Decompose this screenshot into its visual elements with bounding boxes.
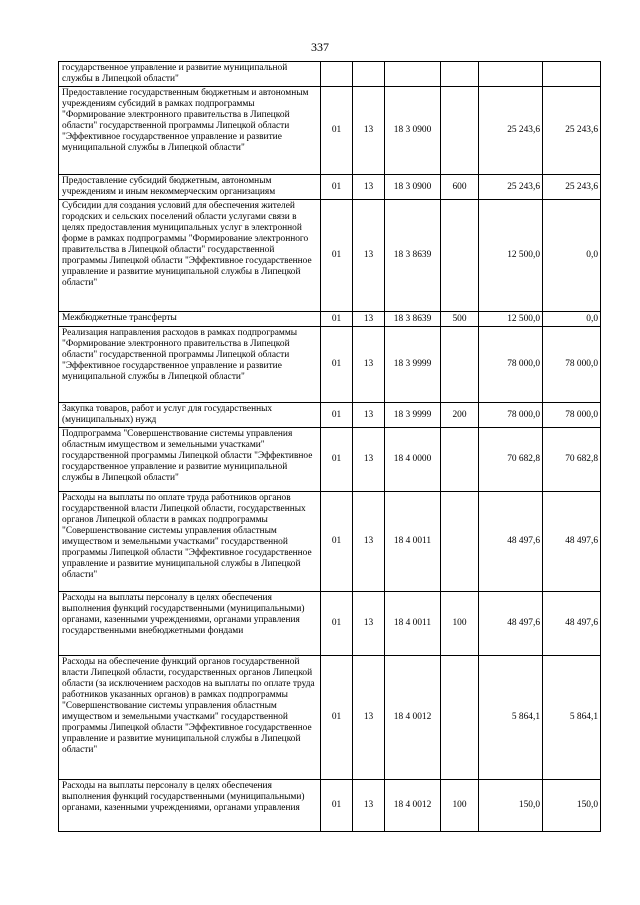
amount-year1-cell: 70 682,8: [479, 428, 543, 492]
expense-name-cell: государственное управление и развитие муниципальной службы в Липецкой области": [59, 62, 321, 87]
amount-year1-cell: 48 497,6: [479, 592, 543, 656]
subsection-code-cell: [353, 62, 385, 87]
amount-year1-cell: 150,0: [479, 780, 543, 832]
table-row: [59, 403, 601, 428]
subsection-code-cell: 13: [353, 200, 385, 312]
target-article-cell: 18 4 0011: [385, 592, 441, 656]
amount-year2-cell: 78 000,0: [543, 403, 601, 428]
expense-type-cell: 600: [441, 175, 479, 200]
target-article-cell: 18 4 0012: [385, 780, 441, 832]
table-row: [59, 175, 601, 200]
subsection-code-cell: 13: [353, 87, 385, 175]
budget-table: [58, 61, 601, 832]
target-article-cell: 18 3 9999: [385, 327, 441, 403]
target-article-cell: 18 3 0900: [385, 175, 441, 200]
expense-name-cell: Закупка товаров, работ и услуг для государственных (муниципальных) нужд: [59, 403, 321, 428]
target-article-cell: 18 3 8639: [385, 312, 441, 327]
amount-year2-cell: 5 864,1: [543, 656, 601, 780]
amount-year1-cell: 78 000,0: [479, 403, 543, 428]
expense-type-cell: [441, 327, 479, 403]
table-row: [59, 62, 601, 87]
section-code-cell: 01: [321, 312, 353, 327]
amount-year2-cell: 70 682,8: [543, 428, 601, 492]
target-article-cell: 18 3 0900: [385, 87, 441, 175]
target-article-cell: 18 4 0012: [385, 656, 441, 780]
subsection-code-cell: 13: [353, 428, 385, 492]
amount-year2-cell: 25 243,6: [543, 87, 601, 175]
amount-year1-cell: 25 243,6: [479, 175, 543, 200]
subsection-code-cell: 13: [353, 656, 385, 780]
target-article-cell: 18 3 8639: [385, 200, 441, 312]
expense-type-cell: 200: [441, 403, 479, 428]
table-row: [59, 200, 601, 312]
table-row: [59, 428, 601, 492]
subsection-code-cell: 13: [353, 175, 385, 200]
table-row: [59, 327, 601, 403]
amount-year2-cell: [543, 62, 601, 87]
expense-type-cell: 100: [441, 592, 479, 656]
expense-name-cell: Подпрограмма "Совершенствование системы управления областным имуществом и земельными участками" государственной программы Липецкой области "Эффективное государственное управление и развитие муниципальной службы в Липецкой области": [59, 428, 321, 492]
amount-year1-cell: [479, 62, 543, 87]
table-row: [59, 656, 601, 780]
table-row: [59, 87, 601, 175]
expense-name-cell: Расходы на обеспечение функций органов государственной власти Липецкой области, государственных органов Липецкой области (за исключением расходов на выплаты по оплате труда работников указанных органов) в рамках подпрограммы "Совершенствование системы управления областным имуществом и земельными участками" государственной программы Липецкой области "Эффективное государственное управление и развитие муниципальной службы в Липецкой области": [59, 656, 321, 780]
amount-year2-cell: 0,0: [543, 200, 601, 312]
section-code-cell: 01: [321, 656, 353, 780]
amount-year2-cell: 48 497,6: [543, 592, 601, 656]
subsection-code-cell: 13: [353, 312, 385, 327]
amount-year2-cell: 78 000,0: [543, 327, 601, 403]
amount-year1-cell: 78 000,0: [479, 327, 543, 403]
expense-type-cell: [441, 492, 479, 592]
section-code-cell: 01: [321, 403, 353, 428]
expense-name-cell: Расходы на выплаты персоналу в целях обеспечения выполнения функций государственными (муниципальными) органами, казенными учреждениями, органами управления государственными внебюджетными фондами: [59, 592, 321, 656]
amount-year1-cell: 12 500,0: [479, 200, 543, 312]
expense-name-cell: Предоставление государственным бюджетным и автономным учреждениям субсидий в рамках подпрограммы "Формирование электронного правительства в Липецкой области" государственной программы Липецкой области "Эффективное государственное управление и развитие муниципальной службы в Липецкой области": [59, 87, 321, 175]
expense-type-cell: [441, 87, 479, 175]
expense-type-cell: 500: [441, 312, 479, 327]
expense-type-cell: [441, 62, 479, 87]
section-code-cell: 01: [321, 428, 353, 492]
section-code-cell: 01: [321, 492, 353, 592]
subsection-code-cell: 13: [353, 592, 385, 656]
section-code-cell: 01: [321, 87, 353, 175]
section-code-cell: 01: [321, 327, 353, 403]
subsection-code-cell: 13: [353, 403, 385, 428]
amount-year1-cell: 12 500,0: [479, 312, 543, 327]
section-code-cell: 01: [321, 592, 353, 656]
table-row: [59, 592, 601, 656]
amount-year2-cell: 48 497,6: [543, 492, 601, 592]
table-row: [59, 492, 601, 592]
expense-type-cell: [441, 428, 479, 492]
target-article-cell: 18 4 0011: [385, 492, 441, 592]
subsection-code-cell: 13: [353, 780, 385, 832]
subsection-code-cell: 13: [353, 327, 385, 403]
expense-name-cell: Субсидии для создания условий для обеспечения жителей городских и сельских поселений области услугами связи в целях предоставления муниципальных услуг в электронной форме в рамках подпрограммы "Формирование электронного правительства в Липецкой области" государственной программы Липецкой области "Эффективное государственное управление и развитие муниципальной службы в Липецкой области": [59, 200, 321, 312]
target-article-cell: 18 4 0000: [385, 428, 441, 492]
amount-year1-cell: 5 864,1: [479, 656, 543, 780]
amount-year1-cell: 48 497,6: [479, 492, 543, 592]
expense-name-cell: Реализация направления расходов в рамках подпрограммы "Формирование электронного правительства в Липецкой области" государственной программы Липецкой области "Эффективное государственное управление и развитие муниципальной службы в Липецкой области": [59, 327, 321, 403]
target-article-cell: 18 3 9999: [385, 403, 441, 428]
section-code-cell: 01: [321, 175, 353, 200]
section-code-cell: [321, 62, 353, 87]
amount-year2-cell: 0,0: [543, 312, 601, 327]
expense-type-cell: 100: [441, 780, 479, 832]
subsection-code-cell: 13: [353, 492, 385, 592]
section-code-cell: 01: [321, 780, 353, 832]
table-body: [59, 62, 601, 832]
expense-type-cell: [441, 656, 479, 780]
amount-year2-cell: 150,0: [543, 780, 601, 832]
amount-year1-cell: 25 243,6: [479, 87, 543, 175]
table-row: [59, 312, 601, 327]
expense-name-cell: Предоставление субсидий бюджетным, автономным учреждениям и иным некоммерческим организациям: [59, 175, 321, 200]
amount-year2-cell: 25 243,6: [543, 175, 601, 200]
page-number: 337: [311, 40, 329, 54]
target-article-cell: [385, 62, 441, 87]
table-row: [59, 780, 601, 832]
expense-type-cell: [441, 200, 479, 312]
expense-name-cell: Межбюджетные трансферты: [59, 312, 321, 327]
expense-name-cell: Расходы на выплаты по оплате труда работников органов государственной власти Липецкой области, государственных органов Липецкой области в рамках подпрограммы "Совершенствование системы управления областным имуществом и земельными участками" государственной программы Липецкой области "Эффективное государственное управление и развитие муниципальной службы в Липецкой области": [59, 492, 321, 592]
expense-name-cell: Расходы на выплаты персоналу в целях обеспечения выполнения функций государственными (муниципальными) органами, казенными учреждениями, органами управления: [59, 780, 321, 832]
section-code-cell: 01: [321, 200, 353, 312]
